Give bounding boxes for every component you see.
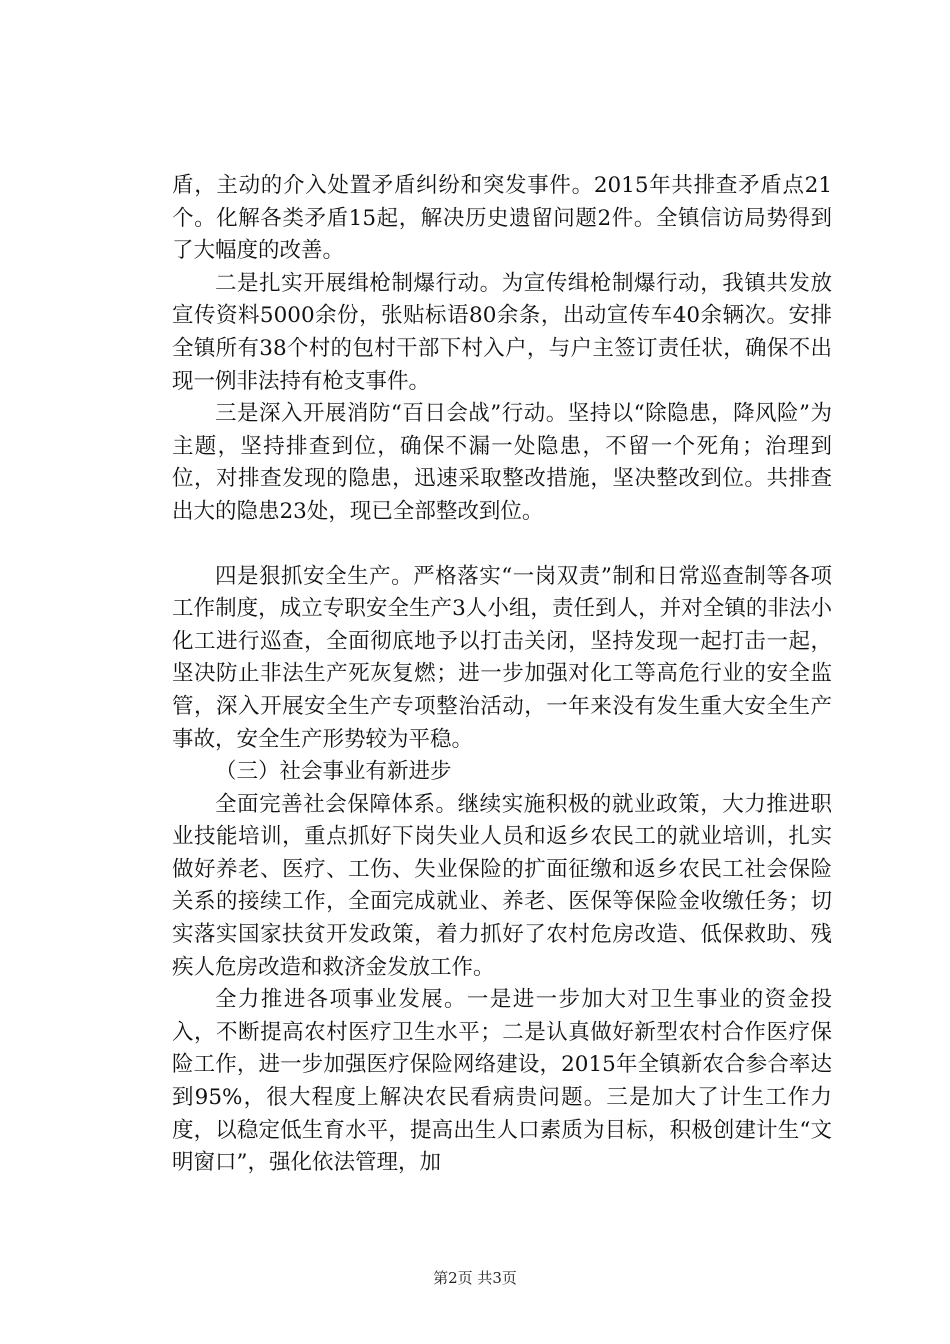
page-number-footer: 第2页 共3页 [433,1269,517,1287]
paragraph-fire-safety: 三是深入开展消防“百日会战”行动。坚持以“除隐患，降风险”为主题，坚持排查到位，确保不漏一处隐患，不留一个死角；治理到位，对排查发现的隐患，迅速采取整改措施，坚决整改到位。共排查出大的隐患23处，现已全部整改到位。 [172,401,832,524]
paragraph-gun-control: 二是扎实开展缉枪制爆行动。为宣传缉枪制爆行动，我镇共发放宣传资料5000余份，张贴标语80余条，出动宣传车40余辆次。安排全镇所有38个村的包村干部下村入户，与户主签订责任状，确保不出现一例非法持有枪支事件。 [172,270,832,394]
paragraph-production-safety: 四是狠抓安全生产。严格落实“一岗双责”制和日常巡查制等各项工作制度，成立专职安全生产3人小组，责任到人，并对全镇的非法小化工进行巡查，全面彻底地予以打击关闭，坚持发现一起打击一起，坚决防止非法生产死灰复燃；进一步加强对化工等高危行业的安全监管，深入开展安全生产专项整治活动，一年来没有发生重大安全生产事故，安全生产形势较为平稳。 [172,563,832,752]
section-heading-social-affairs: （三）社会事业有新进步 [215,759,452,785]
document-body [172,170,832,1180]
paragraph-social-security: 全面完善社会保障体系。继续实施积极的就业政策，大力推进职业技能培训，重点抓好下岗失业人员和返乡农民工的就业培训，扎实做好养老、医疗、工伤、失业保险的扩面征缴和返乡农民工社会保险关系的接续工作，全面完成就业、养老、医保等保险金收缴任务；切实落实国家扶贫开发政策，着力抓好了农村危房改造、低保救助、残疾人危房改造和救济金发放工作。 [172,791,832,980]
paragraph-continuation: 盾，主动的介入处置矛盾纠纷和突发事件。2015年共排查矛盾点21个。化解各类矛盾15起，解决历史遗留问题2件。全镇信访局势得到了大幅度的改善。 [172,173,832,264]
paragraph-public-services: 全力推进各项事业发展。一是进一步加大对卫生事业的资金投入，不断提高农村医疗卫生水平；二是认真做好新型农村合作医疗保险工作，进一步加强医疗保险网络建设，2015年全镇新农合参合率达到95%，很大程度上解决农民看病贵问题。三是加大了计生工作力度，以稳定低生育水平，提高出生人口素质为目标，积极创建计生“文明窗口”，强化依法管理，加 [172,987,832,1176]
